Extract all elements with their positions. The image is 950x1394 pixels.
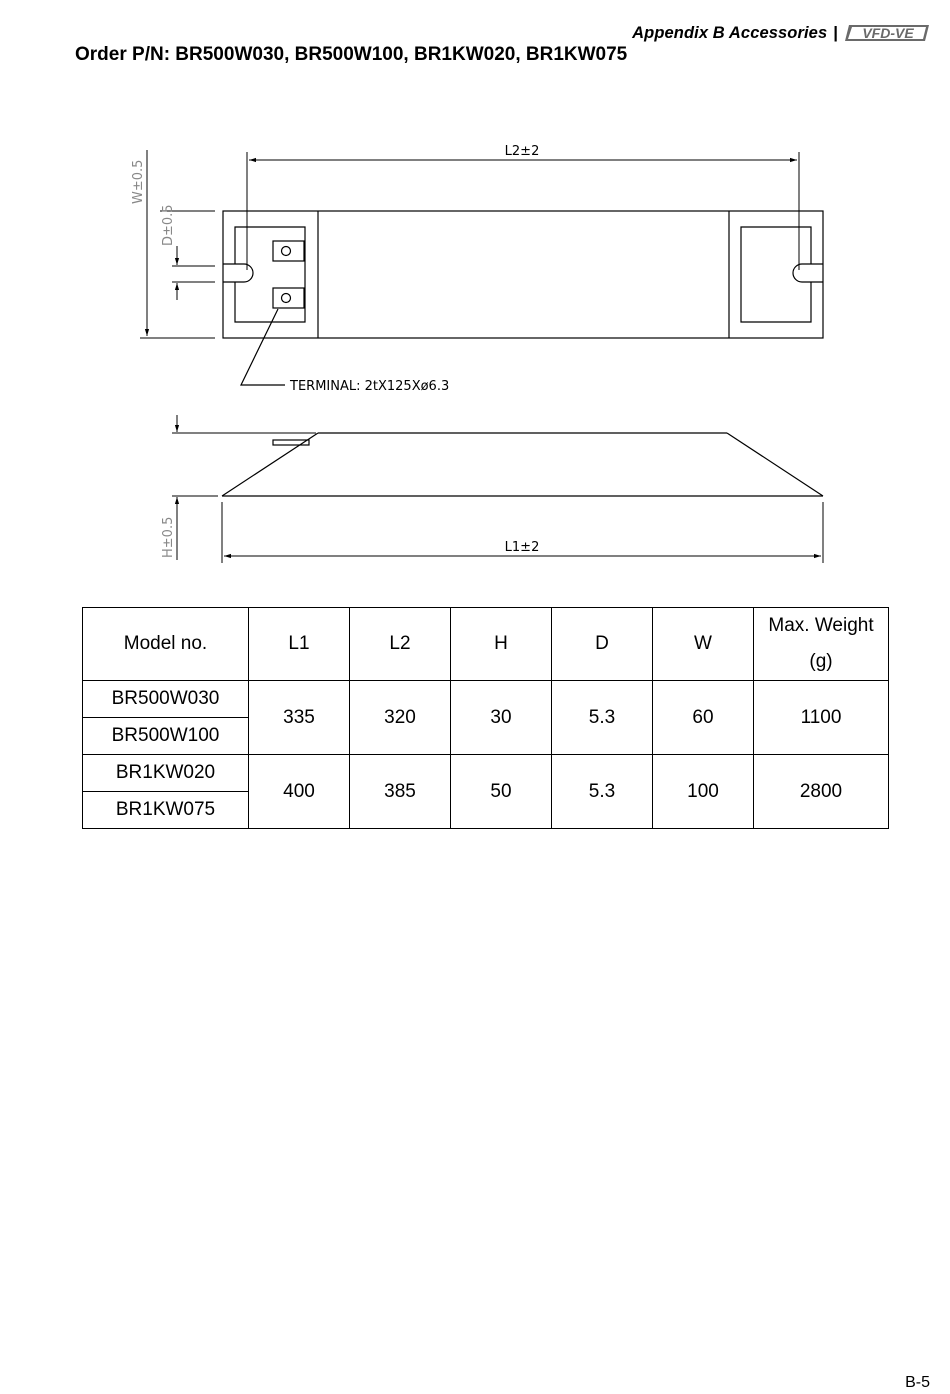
svg-text:VFD-VE: VFD-VE (862, 25, 914, 41)
l1-cell: 335 (249, 681, 350, 755)
d-cell: 5.3 (552, 681, 653, 755)
spec-table (82, 607, 889, 829)
terminal-label: TERMINAL: 2tX125Xø6.3 (290, 379, 450, 394)
side-view (222, 433, 823, 496)
w-cell: 100 (653, 755, 754, 829)
top-view (223, 211, 823, 385)
model-cell: BR1KW075 (83, 792, 249, 829)
page-number: B-5 (905, 1374, 930, 1391)
header-w: W (653, 608, 754, 681)
l1-label: L1±2 (504, 540, 540, 555)
model-cell: BR500W030 (83, 681, 249, 718)
table-row (83, 681, 889, 718)
header-weight (754, 608, 889, 681)
w-label: W±0.5 (131, 159, 146, 204)
header-weight-line2: (g) (809, 651, 833, 672)
h-dimension (172, 415, 316, 560)
header-h: H (451, 608, 552, 681)
w-cell: 60 (653, 681, 754, 755)
l2-label: L2±2 (504, 144, 540, 159)
w-dimension (140, 150, 215, 338)
weight-cell: 1100 (754, 681, 889, 755)
header-model: Model no. (83, 608, 249, 681)
d-cell: 5.3 (552, 755, 653, 829)
resistor-drawing (0, 0, 950, 600)
d-label: D±0.5 (161, 204, 176, 246)
header-l1: L1 (249, 608, 350, 681)
model-cell: BR500W100 (83, 718, 249, 755)
table-row (83, 755, 889, 792)
h-label: H±0.5 (161, 516, 176, 558)
h-cell: 50 (451, 755, 552, 829)
weight-cell: 2800 (754, 755, 889, 829)
header-section: Appendix B Accessories (632, 23, 828, 42)
header-l2: L2 (350, 608, 451, 681)
header-weight-line1: Max. Weight (768, 615, 874, 636)
page-title: Order P/N: BR500W030, BR500W100, BR1KW020, BR1KW075 (75, 44, 628, 65)
l2-cell: 320 (350, 681, 451, 755)
h-cell: 30 (451, 681, 552, 755)
header-separator: | (833, 23, 838, 42)
model-cell: BR1KW020 (83, 755, 249, 792)
l2-cell: 385 (350, 755, 451, 829)
header-d: D (552, 608, 653, 681)
l1-cell: 400 (249, 755, 350, 829)
table-header-row (83, 608, 889, 681)
